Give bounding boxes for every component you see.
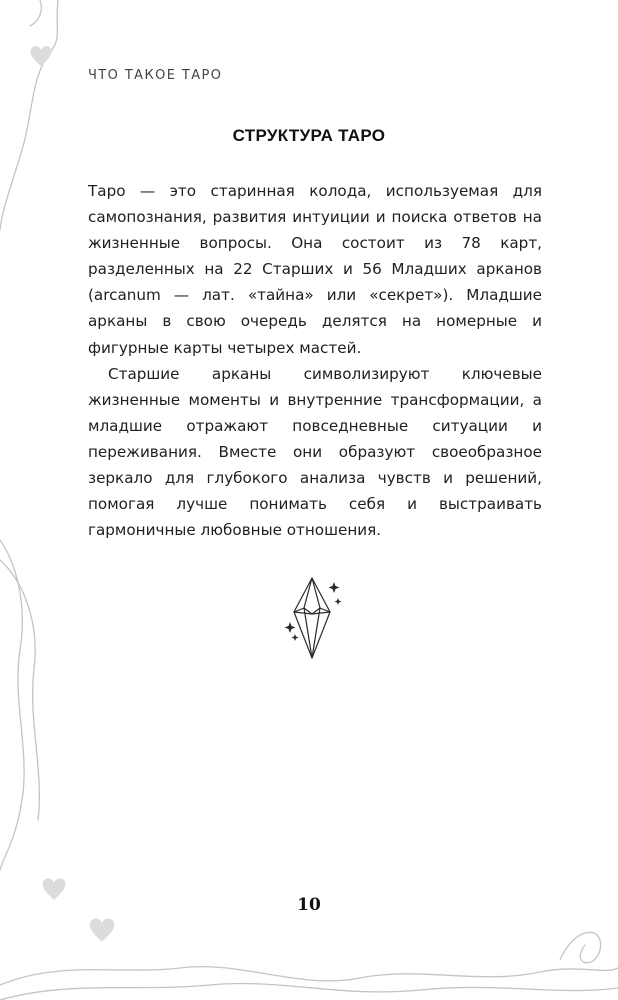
heart-icon — [28, 44, 54, 68]
body-text — [88, 178, 542, 543]
paragraph: Старшие арканы символизируют ключевые жизненные моменты и внутренние трансформации, а младшие отражают повседневные ситуации и переживания. Вместе они образуют своеобразное зеркало для глубокого анализа чувств и решений, помогая лучше понимать себя и выстраивать гармоничные любовные отношения. — [88, 364, 542, 540]
page-number: 10 — [297, 895, 321, 915]
paragraph: Таро — это старинная колода, используемая для самопознания, развития интуиции и поиска ответов на жизненные вопросы. Она состоит из 78 карт, разделенных на 22 Старших и 56 Младших арканов (arcanum — лат. «тайна» или «секрет»). Младшие арканы в свою очередь делятся на номерные и фигурные карты четырех мастей. — [88, 182, 542, 357]
running-head: ЧТО ТАКОЕ ТАРО — [88, 68, 223, 83]
crystal-icon — [282, 572, 342, 662]
page-title: СТРУКТУРА ТАРО — [232, 126, 386, 145]
heart-icon — [86, 916, 118, 944]
